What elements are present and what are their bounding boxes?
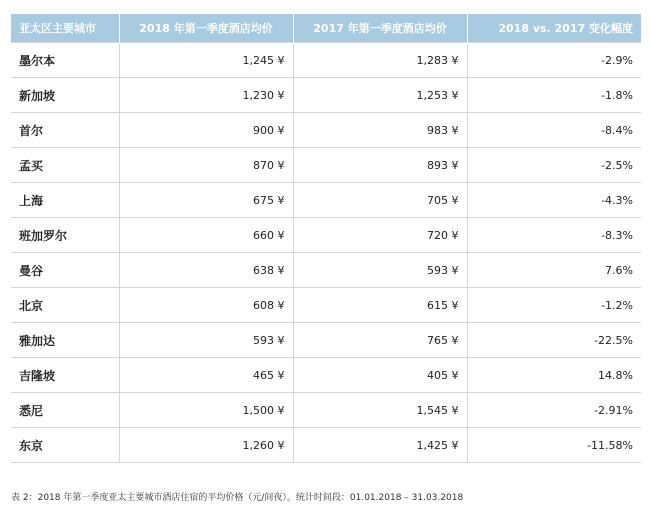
city-cell: 北京	[11, 288, 119, 323]
city-cell: 新加坡	[11, 78, 119, 113]
column-header-change: 2018 vs. 2017 变化幅度	[467, 14, 641, 43]
price-2017-cell: 1,283 ¥	[293, 43, 467, 78]
city-cell: 吉隆坡	[11, 358, 119, 393]
price-2017-cell: 893 ¥	[293, 148, 467, 183]
table-header-row	[11, 14, 641, 43]
change-cell: -1.2%	[467, 288, 641, 323]
table-row	[11, 218, 641, 253]
price-2018-cell: 465 ¥	[119, 358, 293, 393]
table-row	[11, 358, 641, 393]
table-row	[11, 113, 641, 148]
city-cell: 班加罗尔	[11, 218, 119, 253]
price-2017-cell: 983 ¥	[293, 113, 467, 148]
change-cell: -2.9%	[467, 43, 641, 78]
price-2018-cell: 638 ¥	[119, 253, 293, 288]
price-2018-cell: 1,500 ¥	[119, 393, 293, 428]
price-2018-cell: 608 ¥	[119, 288, 293, 323]
column-header-2018-price: 2018 年第一季度酒店均价	[119, 14, 293, 43]
city-cell: 雅加达	[11, 323, 119, 358]
table-row	[11, 393, 641, 428]
table-row	[11, 428, 641, 463]
price-2017-cell: 615 ¥	[293, 288, 467, 323]
table-row	[11, 288, 641, 323]
change-cell: -1.8%	[467, 78, 641, 113]
change-cell: -4.3%	[467, 183, 641, 218]
change-cell: -8.3%	[467, 218, 641, 253]
column-header-2017-price: 2017 年第一季度酒店均价	[293, 14, 467, 43]
city-cell: 悉尼	[11, 393, 119, 428]
price-2018-cell: 1,260 ¥	[119, 428, 293, 463]
price-2017-cell: 1,253 ¥	[293, 78, 467, 113]
change-cell: -2.5%	[467, 148, 641, 183]
change-cell: -22.5%	[467, 323, 641, 358]
price-2017-cell: 765 ¥	[293, 323, 467, 358]
price-2018-cell: 675 ¥	[119, 183, 293, 218]
table-row	[11, 253, 641, 288]
change-cell: -11.58%	[467, 428, 641, 463]
price-2017-cell: 1,545 ¥	[293, 393, 467, 428]
city-cell: 孟买	[11, 148, 119, 183]
price-2018-cell: 1,245 ¥	[119, 43, 293, 78]
change-cell: 14.8%	[467, 358, 641, 393]
city-cell: 墨尔本	[11, 43, 119, 78]
hotel-price-table	[11, 14, 641, 463]
city-cell: 东京	[11, 428, 119, 463]
change-cell: -8.4%	[467, 113, 641, 148]
price-2017-cell: 1,425 ¥	[293, 428, 467, 463]
column-header-city: 亚太区主要城市	[11, 14, 119, 43]
price-2017-cell: 705 ¥	[293, 183, 467, 218]
hotel-price-table-container	[11, 14, 641, 463]
price-2018-cell: 660 ¥	[119, 218, 293, 253]
table-row	[11, 148, 641, 183]
price-2018-cell: 900 ¥	[119, 113, 293, 148]
change-cell: -2.91%	[467, 393, 641, 428]
table-caption: 表 2：2018 年第一季度亚太主要城市酒店住宿的平均价格（元/间夜）。统计时间段：01.01.2018 – 31.03.2018	[11, 493, 464, 503]
table-row	[11, 78, 641, 113]
table-row	[11, 183, 641, 218]
table-row	[11, 43, 641, 78]
price-2018-cell: 1,230 ¥	[119, 78, 293, 113]
price-2017-cell: 593 ¥	[293, 253, 467, 288]
city-cell: 上海	[11, 183, 119, 218]
price-2018-cell: 870 ¥	[119, 148, 293, 183]
change-cell: 7.6%	[467, 253, 641, 288]
price-2017-cell: 720 ¥	[293, 218, 467, 253]
price-2018-cell: 593 ¥	[119, 323, 293, 358]
table-row	[11, 323, 641, 358]
city-cell: 曼谷	[11, 253, 119, 288]
price-2017-cell: 405 ¥	[293, 358, 467, 393]
city-cell: 首尔	[11, 113, 119, 148]
